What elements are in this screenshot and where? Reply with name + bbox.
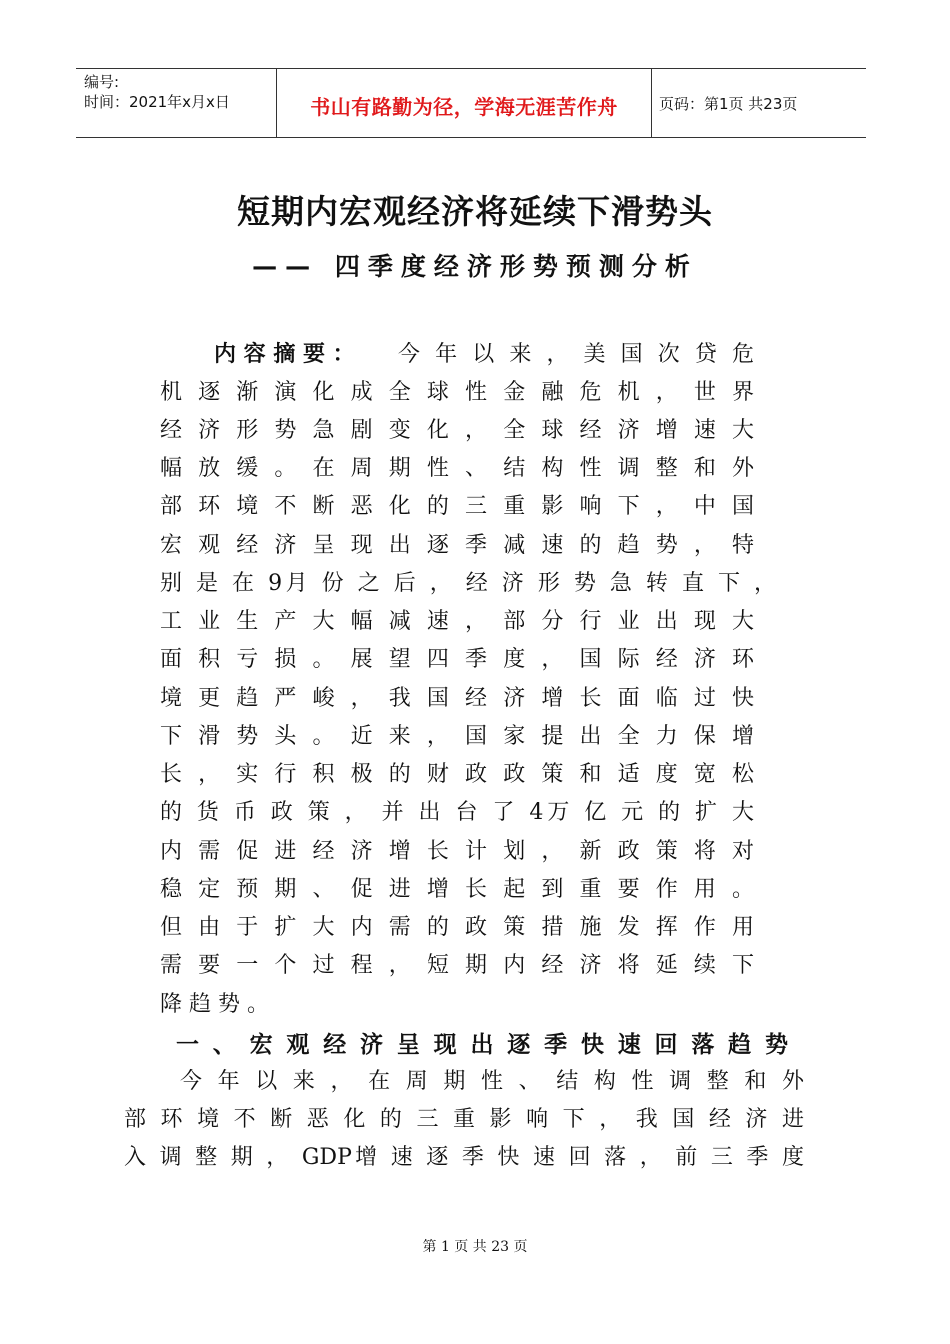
abstract-line: 机 逐 渐 演 化 成 全 球 性 金 融 危 机 ， 世 界 [160, 380, 754, 405]
abstract-line: 长 ， 实 行 积 极 的 财 政 政 策 和 适 度 宽 松 [160, 762, 754, 787]
header-right-cell [651, 69, 866, 137]
abstract-line: 境 更 趋 严 峻 ， 我 国 经 济 增 长 面 临 过 快 [160, 686, 754, 711]
abstract-line: 工 业 生 产 大 幅 减 速 ， 部 分 行 业 出 现 大 [160, 609, 754, 634]
header-motto-cell [276, 69, 652, 137]
body-line: 今 年 以 来 ， 在 周 期 性 、 结 构 性 调 整 和 外 [180, 1069, 804, 1094]
document-subtitle: —— 四季度经济形势预测分析 [252, 252, 698, 281]
abstract-line: 部 环 境 不 断 恶 化 的 三 重 影 响 下 ， 中 国 [160, 494, 754, 519]
abstract-line: 但 由 于 扩 大 内 需 的 政 策 措 施 发 挥 作 用 [160, 915, 754, 940]
number-label: 编号: [84, 73, 120, 91]
abstract-line: 经 济 形 势 急 剧 变 化 ， 全 球 经 济 增 速 大 [160, 418, 754, 443]
abstract-line: 宏 观 经 济 呈 现 出 逐 季 减 速 的 趋 势 ， 特 [160, 533, 754, 558]
abstract-label [214, 337, 355, 368]
motto-text: 书山有路勤为径，学海无涯苦作舟 [310, 95, 618, 119]
abstract-line: 别 是 在 9月 份 之 后 ， 经 济 形 势 急 转 直 下 ， [160, 571, 776, 596]
time-label: 时间：2021年x月x日 [84, 93, 230, 111]
document-title: 短期内宏观经济将延续下滑势头 [237, 192, 713, 231]
section-heading: 一 、 宏 观 经 济 呈 现 出 逐 季 快 速 回 落 趋 势 [176, 1032, 788, 1058]
abstract-line: 的 货 币 政 策 ， 并 出 台 了 4万 亿 元 的 扩 大 [160, 800, 754, 825]
abstract-line: 下 滑 势 头 。 近 来 ， 国 家 提 出 全 力 保 增 [160, 724, 754, 749]
abstract-line: 降 趋 势 。 [160, 992, 269, 1017]
abstract-line: 今 年 以 来 ， 美 国 次 贷 危 [398, 342, 754, 367]
header-left-cell [76, 69, 276, 137]
body-line: 入 调 整 期 ， GDP增 速 逐 季 快 速 回 落 ， 前 三 季 度 [124, 1145, 804, 1170]
abstract-line: 面 积 亏 损 。 展 望 四 季 度 ， 国 际 经 济 环 [160, 647, 754, 672]
abstract-line: 稳 定 预 期 、 促 进 增 长 起 到 重 要 作 用 。 [160, 877, 754, 902]
abstract-line: 幅 放 缓 。 在 周 期 性 、 结 构 性 调 整 和 外 [160, 456, 754, 481]
page-info: 页码：第1页 共23页 [659, 95, 798, 113]
document-header [76, 68, 866, 138]
abstract-line: 需 要 一 个 过 程 ， 短 期 内 经 济 将 延 续 下 [160, 953, 754, 978]
abstract-line: 内 需 促 进 经 济 增 长 计 划 ， 新 政 策 将 对 [160, 839, 754, 864]
body-line: 部 环 境 不 断 恶 化 的 三 重 影 响 下 ， 我 国 经 济 进 [124, 1107, 804, 1132]
abstract-label-text: 内 容 摘 要 ： [214, 342, 355, 367]
page-footer: 第 1 页 共 23 页 [422, 1239, 528, 1255]
